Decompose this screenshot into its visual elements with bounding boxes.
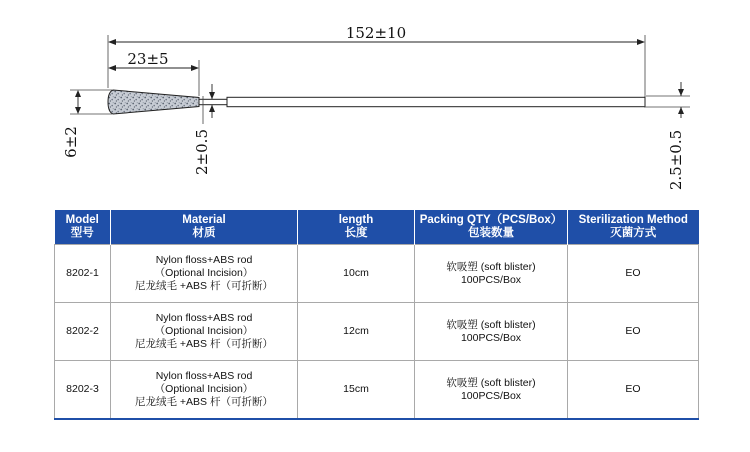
dim-neck-diameter-label: 2±0.5 — [193, 129, 211, 175]
header-length: length 长度 — [298, 210, 415, 245]
header-material: Material 材质 — [111, 210, 298, 245]
table-header-row — [55, 210, 699, 245]
cell-sterilization: EO — [568, 303, 699, 361]
swab-body — [108, 90, 645, 114]
cell-sterilization: EO — [568, 245, 699, 303]
cell-model: 8202-2 — [55, 303, 111, 361]
cell-packing: 软吸塑 (soft blister) 100PCS/Box — [415, 361, 568, 420]
header-packing-qty: Packing QTY（PCS/Box） 包装数量 — [415, 210, 568, 245]
dim-tip-length-label: 23±5 — [127, 50, 169, 68]
cell-length: 12cm — [298, 303, 415, 361]
dim-tip-diameter — [62, 90, 81, 158]
cell-sterilization: EO — [568, 361, 699, 420]
cell-model: 8202-3 — [55, 361, 111, 420]
table-row — [55, 303, 699, 361]
swab-handle — [227, 97, 645, 106]
cell-material: Nylon floss+ABS rod （Optional Incision） 尼龙绒毛 +ABS 杆（可折断） — [111, 303, 298, 361]
dim-handle-diameter-label: 2.5±0.5 — [667, 129, 685, 191]
table-row — [55, 245, 699, 303]
cell-material: Nylon floss+ABS rod （Optional Incision） 尼龙绒毛 +ABS 杆（可折断） — [111, 361, 298, 420]
spec-table — [54, 210, 699, 420]
swab-dimension-drawing — [0, 0, 750, 210]
table-row — [55, 361, 699, 420]
cell-packing: 软吸塑 (soft blister) 100PCS/Box — [415, 303, 568, 361]
header-sterilization-method: Sterilization Method 灭菌方式 — [568, 210, 699, 245]
cell-length: 10cm — [298, 245, 415, 303]
cell-length: 15cm — [298, 361, 415, 420]
header-model: Model 型号 — [55, 210, 111, 245]
cell-packing: 软吸塑 (soft blister) 100PCS/Box — [415, 245, 568, 303]
dim-tip-diameter-label: 6±2 — [62, 126, 80, 158]
dim-tip-length — [108, 50, 199, 71]
swab-tip — [108, 90, 199, 114]
cell-material: Nylon floss+ABS rod （Optional Incision） 尼龙绒毛 +ABS 杆（可折断） — [111, 245, 298, 303]
dim-handle-diameter — [667, 82, 685, 190]
dim-total-length-label: 152±10 — [345, 24, 407, 42]
dim-total-length — [108, 24, 645, 45]
cell-model: 8202-1 — [55, 245, 111, 303]
